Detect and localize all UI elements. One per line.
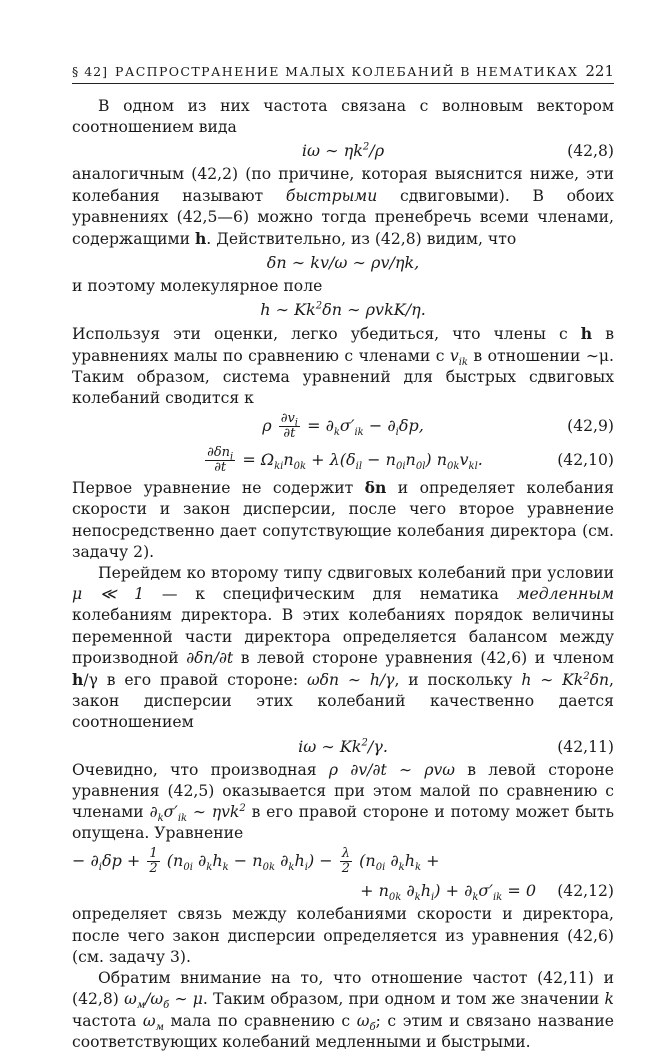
- equation-estimate-h: h ∼ Kk$^2$δn ∼ ρvkK/η.: [260, 300, 426, 320]
- chapter-title: РАСПРОСТРАНЕНИЕ МАЛЫХ КОЛЕБАНИЙ В НЕМАТИКАХ: [115, 64, 579, 79]
- equation-number: (42,12): [557, 882, 614, 901]
- equation-estimate-dn: δn ∼ kv/ω ∼ ρv/ηk,: [266, 253, 420, 273]
- paragraph-7: Очевидно, что производная ρ ∂v/∂t ∼ ρvω в левой стороне уравнения (42,5) оказывается при этом малой по сравнению с членами $\partial_k\sigma'_{ik}$ ∼ ηvk$^2$ в его правой стороне и потому может быть опущена. Уравнение: [72, 760, 614, 843]
- paragraph-4: Используя эти оценки, легко убедиться, что члены с h в уравнениях малы по сравнению с членами с $v_{ik}$ в отношении ∼μ. Таким образом, система уравнений для быстрых сдвиговых колебаний сводится к: [72, 324, 614, 408]
- equation-number: (42,9): [567, 417, 614, 436]
- equation-42-12-line1: − $\partial_i\delta p$ + $\frac{1}{2}$ ($n_{0i}$ $\partial_kh_k - n_{0k}$ $\partial_kh_i$) − $\frac{\lambda}{2}$ ($n_{0i}$ $\partial_kh_k$ +: [72, 846, 440, 877]
- paragraph-9: Обратим внимание на то, что отношение частот (42,11) и (42,8) $\omega_м/\omega_б$ ∼ μ. Таким образом, при одном и том же значении k частота $\omega_м$ мала по сравнению с $\omega_б$; с этим и связано название соответствующих колебаний медленными и быстрыми.: [72, 969, 614, 1051]
- equation-42-8: iω ∼ $\eta k^2/\rho$ (42,8): [72, 138, 614, 164]
- equation-42-11: iω ∼ Kk$^2$/γ. (42,11): [72, 734, 614, 760]
- paragraph-8: определяет связь между колебаниями скорости и директора, после чего закон дисперсии определяется из уравнения (42,6) (см. задачу 3).: [72, 905, 614, 966]
- paragraph-3: и поэтому молекулярное поле: [72, 277, 323, 296]
- paragraph-5: Первое уравнение не содержит δn и определяет колебания скорости и закон дисперсии, после чего второе уравнение непосредственно дает сопутствующие колебания директора (см. задачу 2).: [72, 478, 615, 561]
- paragraph-2: аналогичным (42,2) (по причине, которая выяснится ниже, эти колебания называют быстрыми сдвиговыми). В обоих уравнениях (42,5—6) можно тогда пренебречь всеми членами, содержащими h. Действительно, из (42,8) видим, что: [72, 165, 614, 249]
- running-header: [72, 62, 614, 84]
- section-marker: § 42]: [72, 64, 109, 79]
- equation-42-9: ρ $\frac{\partial v_i}{\partial t}$ = $\partial_k\sigma'_{ik} - \partial_i\delta p$, (42,9): [262, 411, 614, 442]
- book-page: [72, 62, 614, 1053]
- equation-42-10: $\frac{\partial\delta n_i}{\partial t}$ = $\Omega_{ki}n_{0k} + \lambda(\delta_{il} - n_{0i}n_{0l})$ $n_{0k}v_{kl}$. (42,10): [207, 445, 614, 476]
- equation-number: (42,8): [567, 142, 614, 161]
- page-number: 221: [585, 62, 614, 80]
- paragraph-6: Перейдем ко второму типу сдвиговых колебаний при условии μ ≪ 1 — к специфическим для нематика медленным колебаниям директора. В этих колебаниях порядок величины переменной части директора определяется балансом между производной ∂δn/∂t в левой стороне уравнения (42,6) и членом h/γ в его правой стороне: ωδn ∼ h/γ, и поскольку h ∼ Kk$^2$δn, закон дисперсии этих колебаний качественно дается соотношением: [72, 564, 615, 732]
- equation-number: (42,10): [557, 451, 614, 470]
- equation-42-12-line2: + $n_{0k}$ $\partial_kh_i) + \partial_k\sigma'_{ik} = 0$ (42,12): [72, 878, 614, 904]
- paragraph-1: В одном из них частота связана с волновым вектором соотношением вида: [72, 97, 614, 137]
- equation-number: (42,11): [557, 737, 614, 756]
